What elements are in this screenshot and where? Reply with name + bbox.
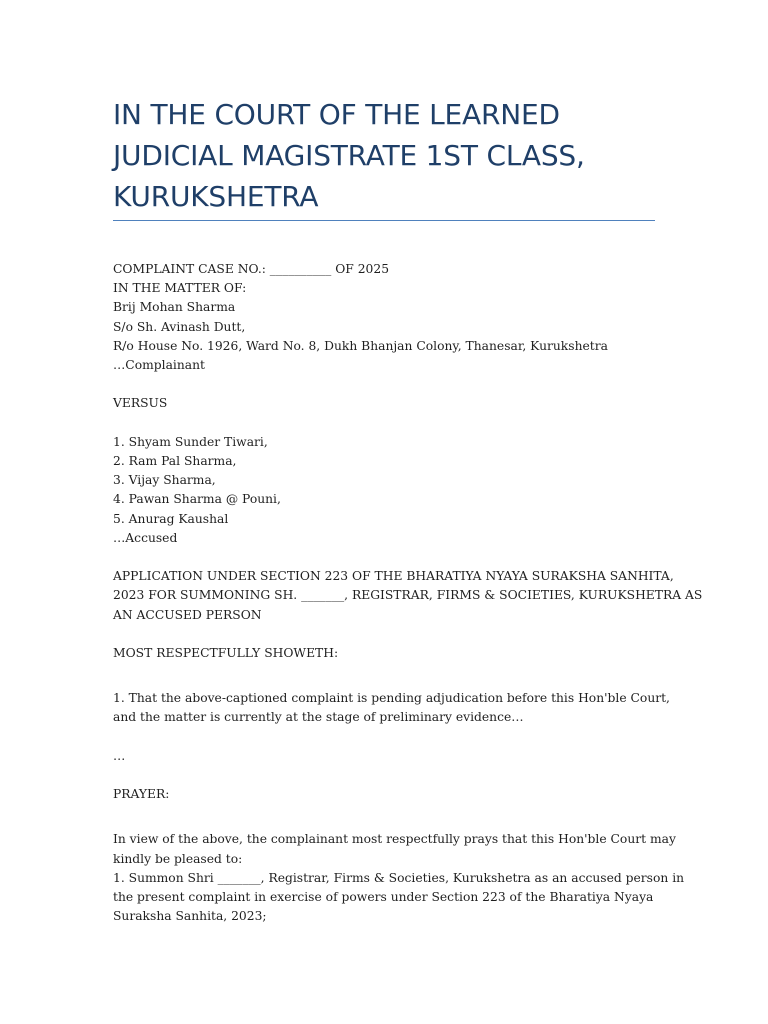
accused-list-item: 4. Pawan Sharma @ Pouni, bbox=[113, 492, 281, 507]
accused-role: …Accused bbox=[113, 530, 178, 545]
complainant-address: R/o House No. 1926, Ward No. 8, Dukh Bhanjan Colony, Thanesar, Kurukshetra bbox=[113, 338, 608, 353]
prayer-heading: PRAYER: bbox=[113, 787, 170, 802]
complainant-role: …Complainant bbox=[113, 358, 205, 373]
accused-list-item: 2. Ram Pal Sharma, bbox=[113, 454, 237, 468]
showeth-heading: MOST RESPECTFULLY SHOWETH: bbox=[113, 646, 339, 660]
complainant-name: Brij Mohan Sharma bbox=[113, 300, 236, 315]
accused-list-item: 3. Vijay Sharma, bbox=[113, 473, 216, 488]
ellipsis-text: … bbox=[113, 748, 126, 763]
accused-list-item: 1. Shyam Sunder Tiwari, bbox=[113, 434, 268, 449]
prayer-line: 1. Summon Shri _______, Registrar, Firms & Societies, Kurukshetra as an accused person in bbox=[113, 870, 685, 885]
prayer-line: In view of the above, the complainant most respectfully prays that this Hon'ble Court may bbox=[113, 832, 676, 847]
title-line: JUDICIAL MAGISTRATE 1ST CLASS, bbox=[113, 139, 585, 172]
prayer-line: kindly be pleased to: bbox=[113, 851, 243, 866]
title-divider bbox=[113, 220, 655, 221]
complainant-father: S/o Sh. Avinash Dutt, bbox=[113, 319, 246, 334]
case-number: COMPLAINT CASE NO.: __________ OF 2025 bbox=[113, 262, 390, 276]
document-body bbox=[113, 260, 703, 926]
prayer-line: the present complaint in exercise of powers under Section 223 of the Bharatiya Nyaya bbox=[113, 890, 654, 904]
versus-heading: VERSUS bbox=[113, 396, 168, 411]
in-the-matter-heading: IN THE MATTER OF: bbox=[113, 281, 247, 296]
application-heading-line: AN ACCUSED PERSON bbox=[113, 607, 262, 622]
title-line: KURUKSHETRA bbox=[113, 180, 319, 213]
title-line: IN THE COURT OF THE LEARNED bbox=[113, 98, 560, 131]
paragraph-1-line: and the matter is currently at the stage of preliminary evidence… bbox=[113, 710, 524, 725]
paragraph-1-line: 1. That the above-captioned complaint is pending adjudication before this Hon'ble Court, bbox=[113, 691, 670, 706]
application-heading-line: APPLICATION UNDER SECTION 223 OF THE BHARATIYA NYAYA SURAKSHA SANHITA, bbox=[113, 569, 674, 584]
prayer-line: Suraksha Sanhita, 2023; bbox=[113, 909, 267, 924]
application-heading-line: 2023 FOR SUMMONING SH. _______, REGISTRAR, FIRMS & SOCIETIES, KURUKSHETRA AS bbox=[113, 588, 703, 603]
document-title bbox=[113, 94, 673, 217]
accused-list-item: 5. Anurag Kaushal bbox=[113, 511, 229, 526]
